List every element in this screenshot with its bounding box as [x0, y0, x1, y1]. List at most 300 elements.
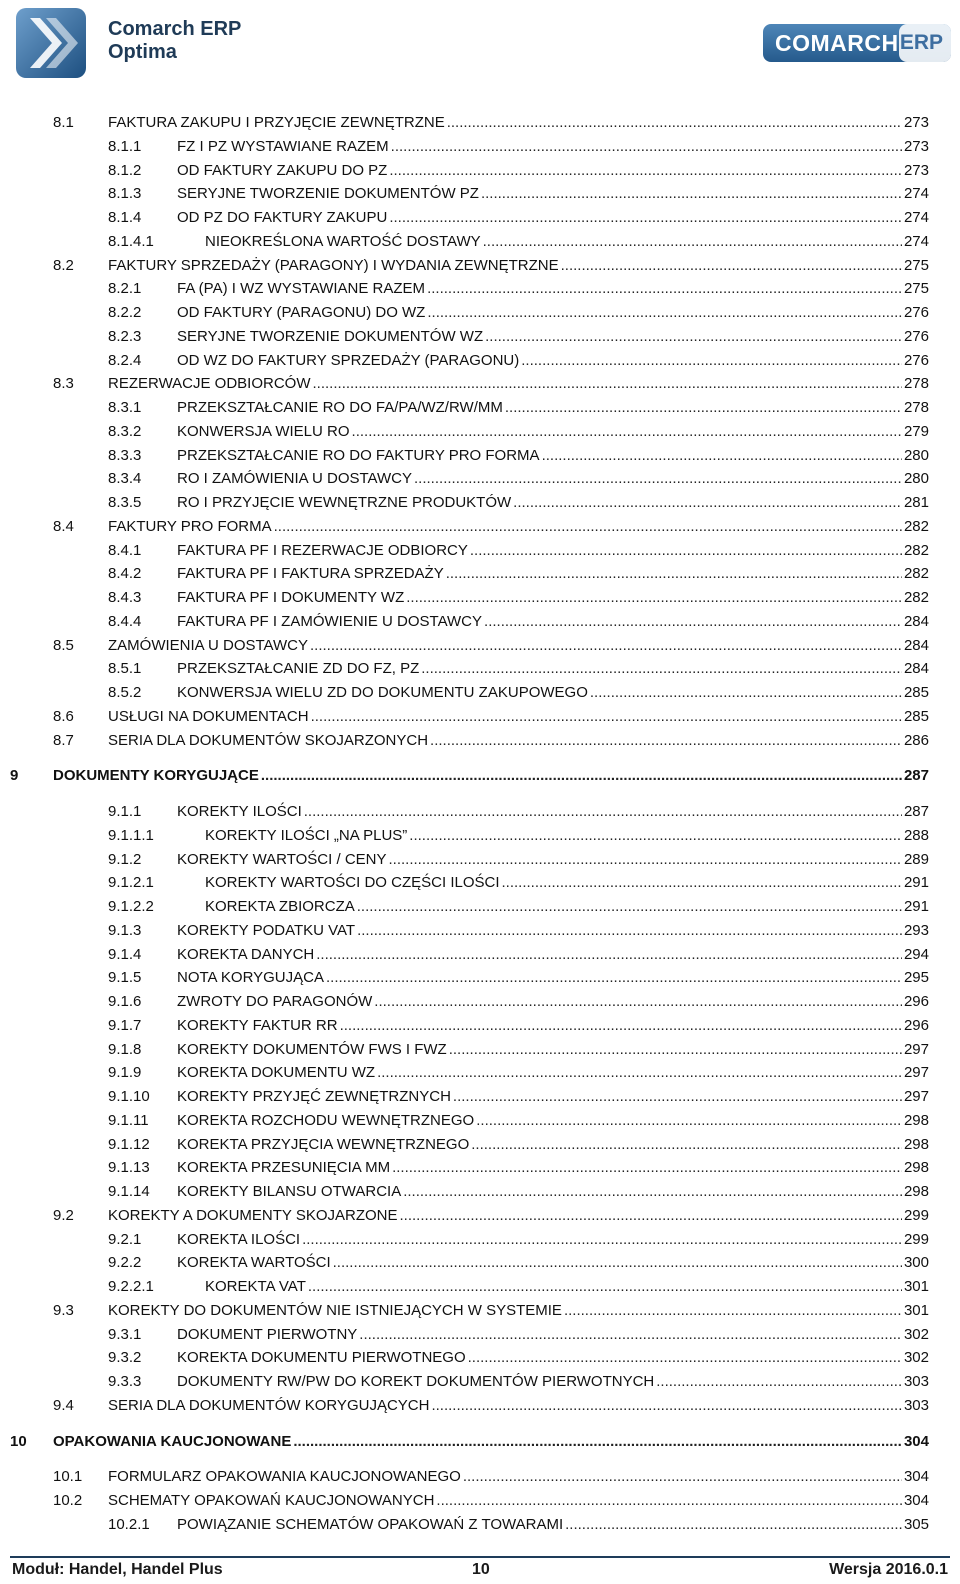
toc-entry-leader: [177, 1252, 929, 1274]
toc-dot-leader: [313, 373, 902, 395]
toc-entry[interactable]: [0, 1086, 960, 1108]
toc-dot-leader: [326, 967, 902, 989]
toc-entry-title: FAKTURA PF I ZAMÓWIENIE U DOSTAWCY: [177, 611, 484, 633]
toc-entry-title: RO I ZAMÓWIENIA U DOSTAWCY: [177, 468, 414, 490]
toc-entry-leader: [108, 1205, 929, 1227]
toc-entry-leader: [53, 765, 929, 787]
toc-entry-number: 8.4.4: [108, 612, 142, 630]
toc-dot-leader: [333, 1252, 902, 1274]
toc-entry-title: FZ I PZ WYSTAWIANE RAZEM: [177, 136, 391, 158]
toc-entry-number: 8.2.4: [108, 351, 142, 369]
brand-line-2: Optima: [108, 41, 177, 63]
toc-entry-title: USŁUGI NA DOKUMENTACH: [108, 706, 311, 728]
toc-entry-title: DOKUMENT PIERWOTNY: [177, 1324, 359, 1346]
toc-entry[interactable]: [0, 920, 960, 942]
toc-entry-page: 303: [903, 1396, 929, 1414]
toc-entry[interactable]: [0, 563, 960, 585]
brand-name: [108, 18, 241, 64]
toc-entry[interactable]: [0, 635, 960, 657]
toc-entry-page: 276: [903, 304, 929, 321]
toc-dot-leader: [513, 492, 902, 514]
toc-entry-title: OD PZ DO FAKTURY ZAKUPU: [177, 207, 389, 229]
toc-entry-leader: [108, 1300, 929, 1322]
toc-entry[interactable]: [0, 1015, 960, 1037]
toc-entry[interactable]: [0, 658, 960, 680]
toc-entry-number: 8.6: [53, 707, 74, 725]
toc-entry-title: REZERWACJE ODBIORCÓW: [108, 373, 313, 395]
toc-entry-leader: [177, 136, 929, 158]
toc-entry-leader: [205, 1276, 929, 1298]
toc-entry-page: 275: [903, 280, 929, 298]
toc-entry-number: 9.1.8: [108, 1040, 142, 1058]
toc-entry-leader: [177, 1062, 929, 1084]
toc-entry-number: 9.2: [53, 1206, 74, 1224]
toc-entry[interactable]: [0, 278, 960, 300]
toc-entry-leader: [177, 967, 929, 989]
toc-entry-page: 295: [903, 969, 929, 987]
toc-entry[interactable]: [0, 1252, 960, 1274]
toc-entry-number: 9.3.3: [108, 1373, 142, 1390]
toc-entry-number: 9.1.1.1: [108, 826, 154, 844]
toc-dot-leader: [357, 896, 902, 918]
toc-entry-number: 9.1.9: [108, 1064, 142, 1082]
toc-entry-leader: [177, 1347, 929, 1369]
toc-entry-page: 285: [903, 707, 929, 725]
toc-entry[interactable]: [0, 849, 960, 871]
toc-dot-leader: [565, 1514, 902, 1536]
toc-entry-leader: [177, 1110, 929, 1132]
toc-dot-leader: [470, 540, 902, 562]
toc-entry[interactable]: [0, 706, 960, 728]
toc-entry-title: SERIA DLA DOKUMENTÓW SKOJARZONYCH: [108, 730, 430, 752]
toc-entry-title: POWIĄZANIE SCHEMATÓW OPAKOWAŃ Z TOWARAMI: [177, 1514, 565, 1536]
toc-entry-title: KOREKTA DANYCH: [177, 944, 316, 966]
toc-entry-page: 284: [903, 636, 929, 654]
toc-entry-number: 9.1.11: [108, 1111, 149, 1129]
toc-entry-title: OD FAKTURY (PARAGONU) DO WZ: [177, 302, 427, 324]
toc-entry-title: KOREKTA PRZESUNIĘCIA MM: [177, 1157, 392, 1179]
toc-entry-page: 300: [903, 1254, 929, 1272]
toc-entry-page: 282: [903, 565, 929, 583]
toc-dot-leader: [316, 944, 902, 966]
toc-entry-number: 10.2: [53, 1492, 83, 1509]
toc-entry[interactable]: [0, 944, 960, 966]
toc-entry-number: 9.1.2: [108, 850, 142, 868]
toc-entry-page: 284: [903, 660, 929, 678]
toc-entry-leader: [177, 160, 929, 182]
toc-entry-page: 282: [903, 541, 929, 559]
toc-entry-title: FA (PA) I WZ WYSTAWIANE RAZEM: [177, 278, 427, 300]
toc-entry-page: 280: [903, 470, 929, 488]
toc-entry[interactable]: [0, 112, 960, 134]
toc-entry[interactable]: [0, 1157, 960, 1179]
toc-entry-leader: [108, 516, 929, 538]
comarch-erp-badge: [763, 24, 951, 62]
toc-dot-leader: [403, 1181, 902, 1203]
toc-entry-page: 288: [903, 826, 929, 844]
toc-entry-page: 305: [903, 1515, 929, 1533]
toc-entry[interactable]: [0, 540, 960, 562]
toc-dot-leader: [340, 1015, 902, 1037]
toc-entry-page: 284: [903, 612, 929, 630]
toc-entry-leader: [177, 920, 929, 942]
toc-entry-leader: [177, 1015, 929, 1037]
toc-entry-number: 9.1.2.1: [108, 874, 154, 892]
toc-entry-number: 8.2: [53, 256, 74, 274]
toc-entry-number: 8.1.1: [108, 137, 142, 155]
toc-entry[interactable]: [0, 1371, 960, 1393]
toc-entry-number: 8.1.4.1: [108, 232, 154, 250]
toc-entry-page: 304: [903, 1492, 929, 1509]
toc-entry-leader: [205, 896, 929, 918]
toc-entry-page: 289: [903, 850, 929, 868]
toc-entry-page: 299: [903, 1206, 929, 1224]
toc-entry-title: DOKUMENTY KORYGUJĄCE: [53, 765, 261, 787]
toc-entry[interactable]: [0, 1181, 960, 1203]
toc-entry[interactable]: [0, 136, 960, 158]
toc-entry-leader: [177, 944, 929, 966]
toc-entry-title: KOREKTY PODATKU VAT: [177, 920, 357, 942]
toc-dot-leader: [561, 255, 902, 277]
toc-entry[interactable]: [0, 1276, 960, 1298]
toc-entry[interactable]: [0, 468, 960, 490]
toc-dot-leader: [590, 682, 902, 704]
toc-entry-title: KOREKTY WARTOŚCI DO CZĘŚCI ILOŚCI: [205, 872, 502, 894]
toc-dot-leader: [389, 207, 902, 229]
toc-entry[interactable]: [0, 445, 960, 467]
toc-entry-number: 8.1.4: [108, 209, 142, 226]
toc-dot-leader: [391, 136, 902, 158]
toc-entry-title: ZAMÓWIENIA U DOSTAWCY: [108, 635, 310, 657]
toc-entry[interactable]: [0, 492, 960, 514]
toc-entry[interactable]: [0, 1205, 960, 1227]
toc-entry-number: 8.3: [53, 375, 74, 393]
toc-entry[interactable]: [0, 516, 960, 538]
toc-entry-leader: [205, 231, 929, 253]
toc-entry-page: 304: [903, 1432, 929, 1450]
toc-entry-page: 301: [903, 1301, 929, 1319]
toc-entry-title: KOREKTA WARTOŚCI: [177, 1252, 333, 1274]
toc-entry-title: OD FAKTURY ZAKUPU DO PZ: [177, 160, 389, 182]
toc-dot-leader: [564, 1300, 902, 1322]
toc-entry-page: 294: [903, 945, 929, 963]
toc-entry-page: 296: [903, 1016, 929, 1034]
toc-dot-leader: [476, 1110, 902, 1132]
toc-entry-page: 280: [903, 446, 929, 464]
toc-entry-page: 302: [903, 1349, 929, 1367]
toc-entry-leader: [177, 1134, 929, 1156]
comarch-logo-icon: [16, 8, 86, 78]
toc-entry-page: 296: [903, 993, 929, 1010]
toc-entry-title: FORMULARZ OPAKOWANIA KAUCJONOWANEGO: [108, 1466, 463, 1488]
toc-dot-leader: [502, 872, 902, 894]
toc-entry-title: SCHEMATY OPAKOWAŃ KAUCJONOWANYCH: [108, 1490, 436, 1512]
toc-entry[interactable]: [0, 825, 960, 847]
toc-entry[interactable]: [0, 231, 960, 253]
toc-entry-page: 281: [903, 494, 929, 511]
toc-entry-title: NOTA KORYGUJĄCA: [177, 967, 326, 989]
toc-entry[interactable]: [0, 587, 960, 609]
toc-entry-page: 276: [903, 327, 929, 345]
toc-dot-leader: [427, 278, 902, 300]
toc-entry-leader: [108, 706, 929, 728]
toc-dot-leader: [400, 1205, 902, 1227]
toc-entry-leader: [177, 611, 929, 633]
page-header: [0, 0, 960, 95]
toc-entry-number: 8.1.2: [108, 161, 142, 179]
footer-page-number: 10: [472, 1561, 490, 1578]
toc-entry-page: 274: [903, 209, 929, 226]
toc-entry-page: 298: [903, 1111, 929, 1129]
toc-entry-number: 8.2.3: [108, 327, 142, 345]
toc-entry-title: KOREKTA ROZCHODU WEWNĘTRZNEGO: [177, 1110, 476, 1132]
toc-entry[interactable]: [0, 160, 960, 182]
toc-dot-leader: [484, 611, 902, 633]
toc-dot-leader: [521, 350, 902, 372]
toc-dot-leader: [392, 1157, 902, 1179]
toc-entry[interactable]: [0, 1395, 960, 1417]
toc-entry-leader: [177, 801, 929, 823]
toc-entry-page: 285: [903, 684, 929, 701]
toc-entry-number: 9: [10, 767, 19, 785]
toc-entry-leader: [53, 1431, 929, 1453]
toc-entry-number: 8.5.2: [108, 684, 142, 701]
toc-entry-leader: [177, 1086, 929, 1108]
toc-entry-leader: [177, 682, 929, 704]
toc-entry-page: 275: [903, 256, 929, 274]
toc-entry-number: 9.1.5: [108, 969, 142, 987]
toc-entry-leader: [177, 658, 929, 680]
toc-entry-number: 8.3.5: [108, 494, 142, 511]
toc-dot-leader: [389, 849, 902, 871]
toc-entry-title: SERIA DLA DOKUMENTÓW KORYGUJĄCYCH: [108, 1395, 431, 1417]
toc-entry-number: 9.1.4: [108, 945, 142, 963]
toc-entry[interactable]: [0, 183, 960, 205]
toc-entry-page: 291: [903, 898, 929, 915]
toc-dot-leader: [310, 635, 902, 657]
toc-entry-title: KOREKTY WARTOŚCI / CENY: [177, 849, 389, 871]
toc-entry-number: 10: [10, 1432, 27, 1450]
toc-entry[interactable]: [0, 1490, 960, 1512]
toc-entry-title: PRZEKSZTAŁCANIE ZD DO FZ, PZ: [177, 658, 421, 680]
toc-dot-leader: [436, 1490, 902, 1512]
toc-entry-leader: [177, 1514, 929, 1536]
toc-entry-title: KOREKTA PRZYJĘCIA WEWNĘTRZNEGO: [177, 1134, 471, 1156]
toc-entry-title: FAKTURA ZAKUPU I PRZYJĘCIE ZEWNĘTRZNE: [108, 112, 447, 134]
toc-entry-leader: [177, 468, 929, 490]
toc-entry-leader: [177, 207, 929, 229]
toc-entry[interactable]: [0, 207, 960, 229]
toc-entry[interactable]: [0, 765, 960, 787]
toc-dot-leader: [261, 765, 902, 787]
toc-entry[interactable]: [0, 1514, 960, 1536]
toc-entry-page: 273: [903, 161, 929, 179]
toc-dot-leader: [311, 706, 902, 728]
toc-entry-number: 9.2.2: [108, 1254, 142, 1272]
toc-entry-leader: [177, 991, 929, 1013]
toc-entry[interactable]: [0, 801, 960, 823]
toc-entry[interactable]: [0, 967, 960, 989]
toc-entry-page: 276: [903, 351, 929, 369]
toc-dot-leader: [409, 825, 902, 847]
toc-entry-number: 9.3.1: [108, 1325, 142, 1343]
toc-entry[interactable]: [0, 1466, 960, 1488]
toc-entry-number: 8.4.2: [108, 565, 142, 583]
toc-dot-leader: [359, 1324, 902, 1346]
toc-dot-leader: [447, 112, 902, 134]
toc-entry-number: 10.2.1: [108, 1515, 150, 1533]
toc-entry-leader: [177, 445, 929, 467]
toc-entry-page: 287: [903, 803, 929, 820]
toc-entry-number: 9.1.3: [108, 921, 142, 939]
toc-dot-leader: [471, 1134, 902, 1156]
toc-entry[interactable]: [0, 1347, 960, 1369]
toc-entry[interactable]: [0, 1110, 960, 1132]
toc-entry[interactable]: [0, 1039, 960, 1061]
toc-entry-title: FAKTURA PF I REZERWACJE ODBIORCY: [177, 540, 470, 562]
toc-entry-title: KOREKTY DOKUMENTÓW FWS I FWZ: [177, 1039, 449, 1061]
badge-side-text: ERP: [899, 31, 943, 54]
toc-entry-page: 291: [903, 874, 929, 892]
toc-entry-page: 293: [903, 921, 929, 939]
toc-entry-number: 9.1.7: [108, 1016, 142, 1034]
toc-entry-page: 278: [903, 375, 929, 393]
toc-entry[interactable]: [0, 1134, 960, 1156]
brand-line-1: Comarch ERP: [108, 18, 242, 40]
toc-entry-leader: [177, 397, 929, 419]
toc-entry-title: KOREKTY ILOŚCI: [177, 801, 304, 823]
toc-entry-page: 297: [903, 1064, 929, 1082]
badge-main-text: COMARCH: [775, 30, 899, 56]
toc-entry-leader: [108, 1466, 929, 1488]
toc-entry-number: 9.2.1: [108, 1230, 142, 1248]
toc-entry-title: FAKTURY SPRZEDAŻY (PARAGONY) I WYDANIA ZEWNĘTRZNE: [108, 255, 561, 277]
toc-entry[interactable]: [0, 373, 960, 395]
toc-entry-title: ZWROTY DO PARAGONÓW: [177, 991, 374, 1013]
toc-dot-leader: [427, 302, 902, 324]
footer-version: Wersja 2016.0.1: [829, 1561, 948, 1578]
toc-entry-title: KOREKTY ILOŚCI „NA PLUS”: [205, 825, 409, 847]
toc-entry-page: 297: [903, 1040, 929, 1058]
toc-entry[interactable]: [0, 1300, 960, 1322]
toc-entry-leader: [177, 1371, 929, 1393]
toc-entry-leader: [177, 492, 929, 514]
toc-entry-leader: [177, 587, 929, 609]
toc-dot-leader: [414, 468, 902, 490]
toc-entry-title: KOREKTY BILANSU OTWARCIA: [177, 1181, 403, 1203]
toc-entry-number: 8.3.1: [108, 399, 142, 416]
toc-entry-number: 8.1: [53, 114, 74, 131]
toc-entry[interactable]: [0, 1229, 960, 1251]
toc-entry-title: FAKTURA PF I DOKUMENTY WZ: [177, 587, 406, 609]
toc-entry[interactable]: [0, 1324, 960, 1346]
toc-dot-leader: [389, 160, 902, 182]
toc-entry-title: NIEOKREŚLONA WARTOŚĆ DOSTAWY: [205, 231, 483, 253]
toc-dot-leader: [302, 1229, 902, 1251]
toc-entry-page: 273: [903, 114, 929, 131]
toc-entry[interactable]: [0, 326, 960, 348]
toc-entry-number: 8.4.1: [108, 541, 142, 559]
toc-entry-number: 9.1.13: [108, 1159, 150, 1177]
toc-entry-leader: [177, 278, 929, 300]
toc-entry-page: 303: [903, 1373, 929, 1390]
toc-entry-title: PRZEKSZTAŁCANIE RO DO FAKTURY PRO FORMA: [177, 445, 542, 467]
toc-entry-leader: [108, 112, 929, 134]
toc-entry-number: 9.1.2.2: [108, 898, 154, 915]
toc-entry-leader: [108, 635, 929, 657]
toc-entry-title: PRZEKSZTAŁCANIE RO DO FA/PA/WZ/RW/MM: [177, 397, 505, 419]
toc-dot-leader: [374, 991, 902, 1013]
toc-entry[interactable]: [0, 896, 960, 918]
toc-entry[interactable]: [0, 1062, 960, 1084]
toc-dot-leader: [483, 231, 902, 253]
toc-entry-number: 9.1.10: [108, 1088, 150, 1105]
toc-entry-number: 8.4: [53, 517, 74, 535]
toc-entry-title: RO I PRZYJĘCIE WEWNĘTRZNE PRODUKTÓW: [177, 492, 513, 514]
toc-dot-leader: [431, 1395, 902, 1417]
toc-entry[interactable]: [0, 421, 960, 443]
toc-entry-leader: [177, 563, 929, 585]
toc-entry-leader: [177, 302, 929, 324]
toc-dot-leader: [481, 183, 902, 205]
toc-entry-page: 297: [903, 1088, 929, 1105]
toc-dot-leader: [453, 1086, 902, 1108]
toc-entry[interactable]: [0, 302, 960, 324]
toc-entry-number: 9.4: [53, 1396, 74, 1414]
toc-entry-page: 298: [903, 1183, 929, 1200]
toc-entry-leader: [177, 183, 929, 205]
toc-dot-leader: [505, 397, 902, 419]
toc-entry-page: 301: [903, 1278, 929, 1295]
toc-entry-title: KOREKTA DOKUMENTU WZ: [177, 1062, 377, 1084]
toc-entry-page: 273: [903, 137, 929, 155]
toc-entry[interactable]: [0, 255, 960, 277]
toc-dot-leader: [463, 1466, 902, 1488]
toc-dot-leader: [308, 1276, 902, 1298]
toc-entry-title: OD WZ DO FAKTURY SPRZEDAŻY (PARAGONU): [177, 350, 521, 372]
toc-entry-number: 9.2.2.1: [108, 1278, 154, 1295]
toc-entry-number: 9.3: [53, 1301, 74, 1319]
toc-entry[interactable]: [0, 682, 960, 704]
toc-entry[interactable]: [0, 1431, 960, 1453]
toc-entry[interactable]: [0, 730, 960, 752]
toc-entry[interactable]: [0, 991, 960, 1013]
toc-dot-leader: [485, 326, 902, 348]
toc-entry-leader: [177, 326, 929, 348]
toc-entry-title: KOREKTA DOKUMENTU PIERWOTNEGO: [177, 1347, 468, 1369]
toc-entry-page: 298: [903, 1159, 929, 1177]
toc-entry[interactable]: [0, 611, 960, 633]
toc-entry-number: 9.1.14: [108, 1183, 150, 1200]
toc-entry-leader: [177, 421, 929, 443]
toc-dot-leader: [449, 1039, 902, 1061]
toc-dot-leader: [293, 1431, 902, 1453]
toc-entry[interactable]: [0, 872, 960, 894]
toc-dot-leader: [357, 920, 902, 942]
toc-entry-title: KOREKTA VAT: [205, 1276, 308, 1298]
toc-entry[interactable]: [0, 397, 960, 419]
toc-entry-number: 8.2.2: [108, 304, 142, 321]
toc-entry-leader: [205, 825, 929, 847]
toc-entry-number: 9.3.2: [108, 1349, 142, 1367]
toc-entry-number: 8.5.1: [108, 660, 142, 678]
toc-entry-leader: [177, 849, 929, 871]
toc-entry[interactable]: [0, 350, 960, 372]
toc-entry-page: 299: [903, 1230, 929, 1248]
toc-dot-leader: [304, 801, 902, 823]
toc-entry-title: KONWERSJA WIELU RO: [177, 421, 352, 443]
toc-entry-title: KONWERSJA WIELU ZD DO DOKUMENTU ZAKUPOWEGO: [177, 682, 590, 704]
